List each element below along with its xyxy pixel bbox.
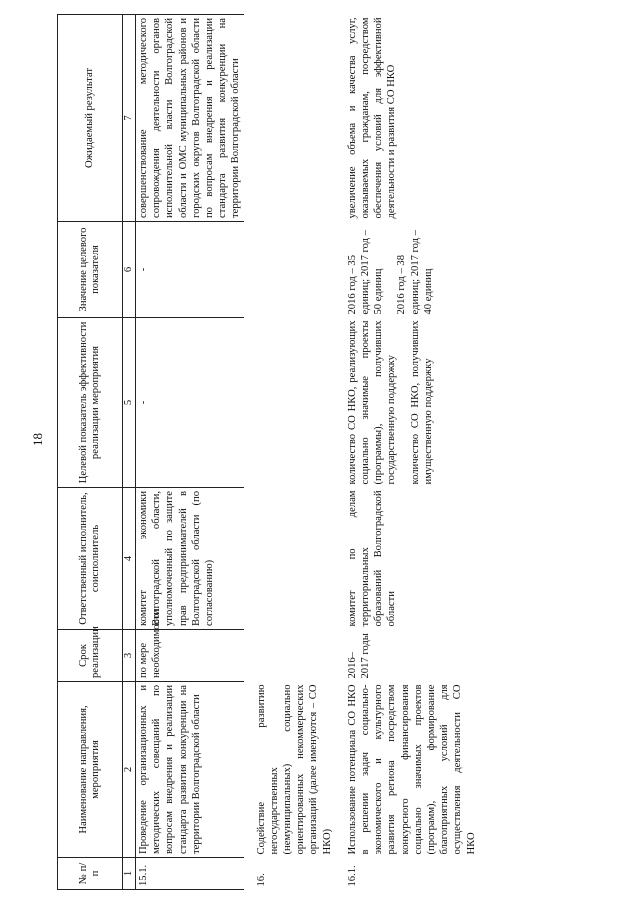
row-value-2: 2016 год – 38 единиц; 2017 год – 40 единиц [396, 230, 434, 315]
header-row [58, 15, 123, 890]
page-number: 18 [30, 433, 45, 446]
col-number: 3 [123, 630, 136, 682]
col-number: 1 [123, 858, 136, 890]
rotated-table-container [57, 15, 577, 890]
row-indicator: - [136, 318, 244, 488]
header-term: Срок реализации [58, 630, 123, 682]
table-row [254, 15, 335, 890]
row-term [254, 630, 335, 682]
header-executor: Ответственный исполнитель, соисполнитель [58, 488, 123, 630]
column-number-row [123, 15, 136, 890]
header-num: № п/п [58, 858, 123, 890]
table-row [345, 15, 479, 890]
row-term: по мере необходимости [136, 630, 244, 682]
row-value-1: 2016 год – 35 единиц; 2017 год – 50 единиц [346, 230, 385, 315]
header-result: Ожидаемый результат [58, 15, 123, 222]
col-number: 2 [123, 682, 136, 858]
row-result: увеличение объема и качества услуг, оказываемых гражданам, посредством обеспечения условий для эффективной деятельности и развития СО НКО [346, 17, 398, 219]
row-name: Содействие развитию негосударственных (немуниципальных) социально ориентированных некоммерческих организаций (далее именуются – СО НКО) [255, 684, 333, 855]
table-row [136, 15, 244, 890]
row-value-cell [345, 222, 479, 318]
row-number: 16. [255, 873, 267, 887]
row-result [254, 15, 335, 222]
row-indicator-2: количество СО НКО, получивших имущественную поддержку [409, 320, 434, 485]
row-indicator [254, 318, 335, 488]
row-number: 16.1. [346, 865, 358, 887]
row-indicator-cell [345, 318, 479, 488]
col-number: 5 [123, 318, 136, 488]
header-indicator: Целевой показатель эффективности реализации мероприятия [58, 318, 123, 488]
row-number: 15.1. [136, 858, 244, 890]
row-name: Использование потенциала СО НКО в решении задач социально-экономического и культурного развития региона посредством конкурсного финансирования социально значимых проектов (программ), формирование благоприятных условий для осуществления деятельности СО НКО [346, 684, 477, 855]
row-executor: комитет экономики Волгоградской области, уполномоченный по защите прав предпринимателей в Волгоградской области (по согласованию) [136, 488, 244, 630]
row-executor: комитет по делам территориальных образований Волгоградской области [346, 490, 398, 627]
header-value: Значение целевого показателя [58, 222, 123, 318]
row-indicator-1: количество СО НКО, реализующих социально значимые проекты (программы), получивших государственную поддержку [346, 320, 398, 485]
row-name: Проведение организационных и методических совещаний по вопросам внедрения и реализации стандарта развития конкуренции на территории Волгоградской области [136, 682, 244, 858]
row-result: совершенствование методического сопровождения деятельности органов исполнительной власти Волгоградской области и ОМС муниципальных районов и городских округов Волгоградской области по вопросам внедрения и реализации стандарта развития конкуренции на территории Волгоградской области [136, 15, 244, 222]
header-name: Наименование направления, мероприятия [58, 682, 123, 858]
col-number: 7 [123, 15, 136, 222]
col-number: 4 [123, 488, 136, 630]
row-term: 2016–2017 годы [346, 633, 372, 679]
measures-table [57, 14, 479, 890]
row-value [254, 222, 335, 318]
col-number: 6 [123, 222, 136, 318]
row-executor [254, 488, 335, 630]
row-value: - [136, 222, 244, 318]
